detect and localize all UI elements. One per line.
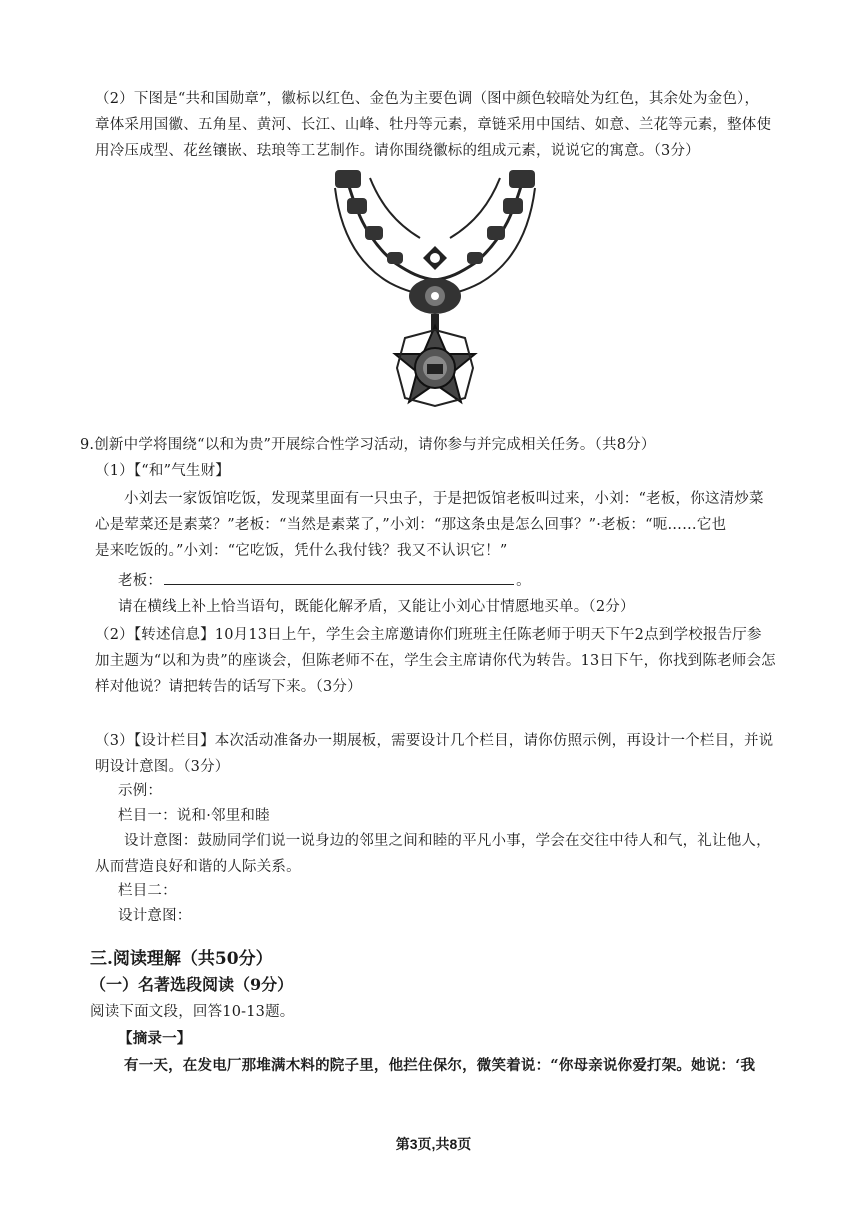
section-three-title: 三.阅读理解（共50分）: [90, 949, 273, 969]
intent-line: 设计意图：鼓励同学们说一说身边的邻里之间和睦的平凡小事，学会在交往中待人和气，礼让他人，: [124, 833, 771, 849]
boss-end: 。: [516, 573, 531, 589]
q9-sub1-title: （1）【“和”气生财】: [95, 463, 231, 479]
boss-label: 老板：: [118, 573, 163, 589]
boss-answer-blank[interactable]: [164, 569, 514, 585]
story-line: 是来吃饭的。”小刘：“它吃饭，凭什么我付钱？我又不认识它！”: [95, 543, 508, 559]
q9-title: 9.创新中学将围绕“以和为贵”开展综合性学习活动，请你参与并完成相关任务。（共8分）: [80, 437, 656, 453]
excerpt-label: 【摘录一】: [118, 1030, 192, 1047]
q8-2-line: 用冷压成型、花丝镶嵌、珐琅等工艺制作。请你围绕徽标的组成元素，说说它的寓意。（3分）: [95, 143, 700, 159]
republic-medal-image: [325, 168, 545, 413]
q8-2-text: [95, 86, 785, 164]
excerpt-line: 有一天，在发电厂那堆满木料的院子里，他拦住保尔，微笑着说：“你母亲说你爱打架。她说：‘我: [124, 1057, 756, 1074]
excerpt-text: [95, 1053, 790, 1079]
boss-answer-row: [118, 568, 808, 594]
story-line: 小刘去一家饭馆吃饭，发现菜里面有一只虫子，于是把饭馆老板叫过来，小刘：“老板，你这清炒菜: [124, 491, 764, 507]
q9-sub2: [95, 622, 785, 700]
design-intent-one: [95, 828, 785, 880]
intent-line: 从而营造良好和谐的人际关系。: [95, 859, 301, 875]
sub2-line: 加主题为“以和为贵”的座谈会，但陈老师不在，学生会主席请你代为转告。13日下午，你找到陈老师会怎: [95, 653, 776, 669]
column-one: 栏目一：说和·邻里和睦: [118, 808, 270, 824]
reading-instruction: 阅读下面文段，回答10-13题。: [90, 1004, 295, 1020]
sub3-line: （3）【设计栏目】本次活动准备办一期展板，需要设计几个栏目，请你仿照示例，再设计一个栏目，并说: [95, 733, 774, 749]
example-label: 示例：: [118, 783, 163, 799]
q8-2-line: （2）下图是“共和国勋章”，徽标以红色、金色为主要色调（图中颜色较暗处为红色，其余处为金色），: [95, 91, 760, 107]
sub3-line: 明设计意图。（3分）: [95, 759, 230, 775]
design-intent-two: 设计意图：: [118, 908, 192, 924]
q8-2-line: 章体采用国徽、五角星、黄河、长江、山峰、牡丹等元素，章链采用中国结、如意、兰花等元素，整体使: [95, 117, 772, 133]
q9-sub3: [95, 728, 785, 780]
part-one-title: （一）名著选段阅读（9分）: [90, 975, 294, 994]
story-line: 心是荤菜还是素菜？”老板：“当然是素菜了，”小刘：“那这条虫是怎么回事？”·老板：“呃……它也: [95, 517, 727, 533]
sub2-line: （2）【转述信息】10月13日上午，学生会主席邀请你们班班主任陈老师于明天下午2点到学校报告厅参: [95, 627, 762, 643]
column-two: 栏目二：: [118, 883, 177, 899]
q9-sub1-instruction: 请在横线上补上恰当语句，既能化解矛盾，又能让小刘心甘情愿地买单。（2分）: [118, 599, 635, 615]
sub2-line: 样对他说？请把转告的话写下来。（3分）: [95, 679, 362, 695]
q9-story: [95, 486, 785, 564]
page-footer: 第3页,共8页: [395, 1136, 472, 1152]
